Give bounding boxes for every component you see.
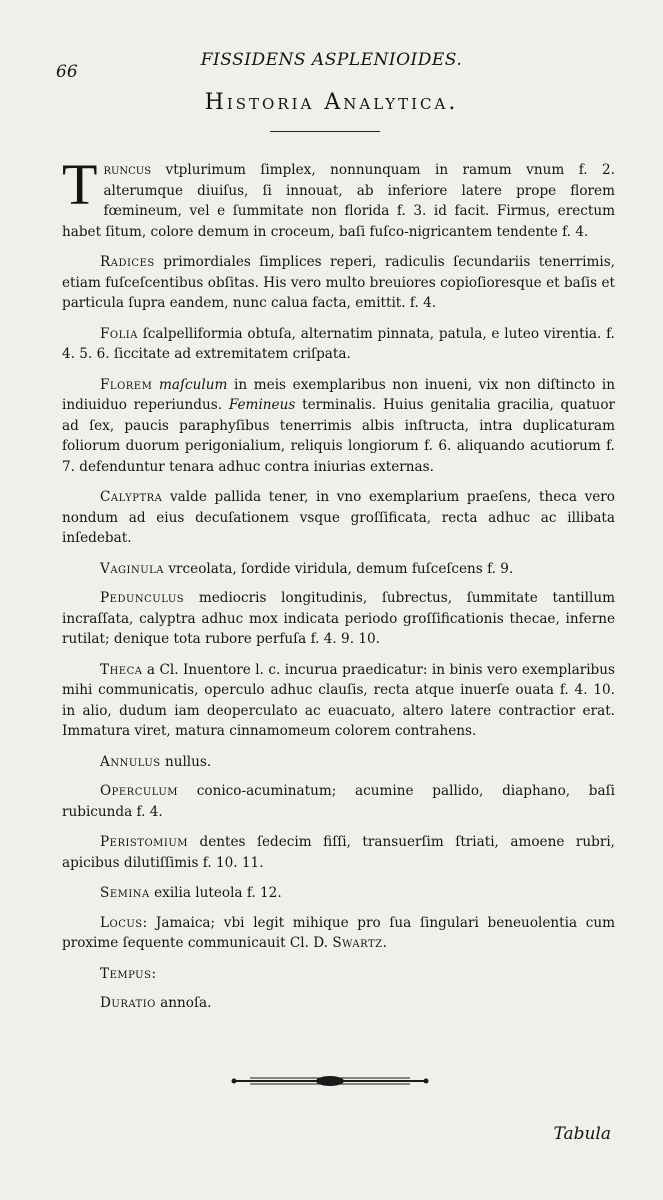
paragraph-pedunculus bbox=[62, 588, 615, 650]
paragraph-text: : bbox=[151, 965, 157, 982]
paragraph-folia bbox=[62, 324, 615, 365]
paragraph-tempus bbox=[62, 964, 615, 985]
title-rule bbox=[270, 131, 380, 132]
paragraph-text: : Jamaica; vbi legit mihique pro ſua ſingulari beneuolentia cum proxime ſequente communicauit Cl. D. bbox=[62, 914, 615, 951]
running-head: FISSIDENS ASPLENIOIDES. bbox=[200, 50, 463, 70]
italic-word: maſculum bbox=[158, 376, 228, 393]
paragraph-text: vtplurimum ſimplex, nonnunquam in ramum vnum f. 2. alterumque diuiſus, ſi innouat, ab inferiore latere prope florem fœmineum, vel e ſummitate non florida f. 3. id facit. Firmus, erectum habet ſitum, colore demum in croceum, baſi fuſco-nigricantem tendente f. 4. bbox=[62, 162, 615, 240]
catchword: Tabula bbox=[553, 1124, 611, 1144]
paragraph-text: a Cl. Inuentore l. c. incurua praedicatur: in binis vero exemplaribus mihi communicatis, operculo adhuc clauſis, recta atque inuerſe ouata f. 4. 10. in alio, dudum iam deoperculato ac euacuato, altero latere contractior erat. Immatura viret, matura cinnamomeum colorem contrahens. bbox=[62, 661, 615, 739]
head-word: runcus bbox=[103, 162, 152, 178]
drop-cap: T bbox=[62, 152, 98, 217]
paragraph-text: terminalis. Huius genitalia gracilia, quatuor ad ſex, paucis paraphyſibus tenerrimis albis inſtructa, intra duplicaturam foliorum duorum perigonialium, reliquis longiorum f. 6. aliquando acutiorum f. 7. defenduntur tenara adhuc contra iniurias externas. bbox=[62, 397, 615, 475]
paragraph-text: mediocris longitudinis, ſubrectus, ſummitate tantillum incraſſata, calyptra adhuc mox indicata periodo groſſificationis thecae, inferne rutilat; denique tota rubore perfuſa f. 4. 9. 10. bbox=[62, 590, 615, 647]
paragraph-vaginula bbox=[62, 559, 615, 580]
italic-word: Femineus bbox=[228, 397, 296, 413]
author-name: Swartz bbox=[332, 935, 383, 951]
head-word: Vaginula bbox=[100, 560, 165, 577]
head-word: Radices bbox=[100, 254, 155, 270]
head-word: Florem bbox=[100, 376, 153, 393]
paragraph-text: nullus. bbox=[160, 753, 212, 770]
paragraph-calyptra bbox=[62, 487, 615, 549]
paragraph-text: ſcalpelliformia obtuſa, alternatim pinnata, patula, e luteo virentia. f. 4. 5. 6. ſiccitate ad extremitatem criſpata. bbox=[62, 325, 615, 362]
section-title: Historia Analytica. bbox=[204, 90, 459, 115]
paragraph-text: valde pallida tener, in vno exemplarium praeſens, theca vero nondum ad eius decuſationem vsque groſſificata, recta adhuc ac illibata inſedebat. bbox=[62, 489, 615, 546]
head-word: Tempus bbox=[100, 965, 152, 982]
paragraph-text: conico-acuminatum; acumine pallido, diaphano, baſi rubicunda f. 4. bbox=[62, 783, 615, 820]
head-word: Semina bbox=[100, 885, 150, 901]
paragraph-text: dentes ſedecim fiſſi, transuerſim ſtriati, amoene rubri, apicibus dilutiſſimis f. 10. 11. bbox=[62, 834, 615, 871]
head-word: Duratio bbox=[100, 995, 156, 1011]
paragraph-florem bbox=[62, 375, 615, 478]
head-word: Calyptra bbox=[100, 489, 163, 505]
paragraph-radices bbox=[62, 252, 615, 314]
ornament-rule bbox=[230, 1074, 430, 1088]
head-word: Theca bbox=[100, 661, 143, 678]
paragraph-text: annoſa. bbox=[155, 995, 212, 1011]
head-word: Peristomium bbox=[100, 834, 189, 850]
head-word: Operculum bbox=[100, 783, 179, 799]
paragraph-text: vrceolata, ſordide viridula, demum fuſceſcens f. 9. bbox=[164, 560, 514, 577]
paragraph-locus bbox=[62, 913, 615, 954]
head-word: Folia bbox=[100, 325, 138, 342]
head-word: Annulus bbox=[100, 753, 161, 770]
head-word: Locus bbox=[100, 914, 143, 931]
paragraph-operculum bbox=[62, 781, 615, 822]
head-word: Pedunculus bbox=[100, 590, 185, 606]
paragraph-peristomium bbox=[62, 832, 615, 873]
text-body bbox=[62, 152, 615, 1023]
paragraph-truncus bbox=[62, 152, 615, 242]
paragraph-text: exilia luteola f. 12. bbox=[149, 885, 282, 901]
page-number: 66 bbox=[56, 62, 78, 82]
paragraph-semina bbox=[62, 883, 615, 904]
paragraph-text: . bbox=[382, 935, 387, 951]
paragraph-duratio bbox=[62, 993, 615, 1014]
paragraph-text: in meis exemplaribus non inueni, vix non diſtincto in indiuiduo reperiundus. bbox=[62, 376, 615, 413]
paragraph-theca bbox=[62, 660, 615, 742]
paragraph-annulus bbox=[62, 752, 615, 773]
paragraph-text: primordiales ſimplices reperi, radiculis ſecundariis tenerrimis, etiam fuſceſcentibus obſitas. His vero multo breuiores copioſioresque et baſis et particula ſupra eandem, nunc calua facta, emittit. f. 4. bbox=[62, 254, 615, 311]
